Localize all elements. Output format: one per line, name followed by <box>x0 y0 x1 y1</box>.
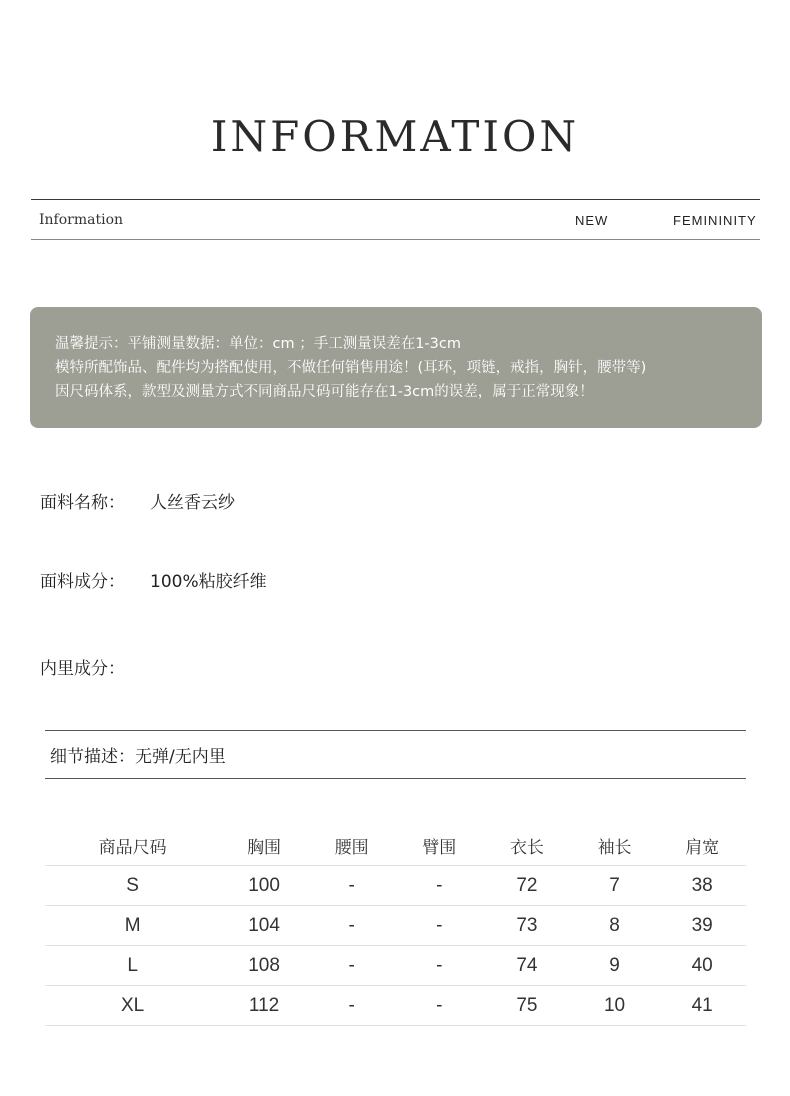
header-arm: 臂围 <box>396 826 484 866</box>
table-cell: - <box>396 986 484 1026</box>
table-cell: 40 <box>658 946 746 986</box>
table-cell: 112 <box>220 986 308 1026</box>
table-row <box>45 946 746 986</box>
table-cell: L <box>45 946 220 986</box>
fabric-name-row <box>40 488 235 513</box>
detail-value: 无弹/无内里 <box>135 747 226 767</box>
table-cell: 72 <box>483 866 571 906</box>
fabric-composition-row <box>40 567 267 592</box>
table-cell: - <box>396 906 484 946</box>
table-cell: 104 <box>220 906 308 946</box>
table-cell: S <box>45 866 220 906</box>
fabric-composition-label: 面料成分： <box>40 572 125 592</box>
banner-femininity-label: FEMININITY <box>673 213 757 228</box>
fabric-name-value: 人丝香云纱 <box>150 493 235 513</box>
table-cell: 108 <box>220 946 308 986</box>
notice-line: 温馨提示：平铺测量数据：单位：cm ；手工测量误差在1-3cm <box>55 336 461 352</box>
detail-description-row <box>45 730 746 779</box>
table-row <box>45 906 746 946</box>
fabric-name-label: 面料名称： <box>40 493 125 513</box>
table-cell: 74 <box>483 946 571 986</box>
table-cell: - <box>308 866 396 906</box>
table-cell: 8 <box>571 906 659 946</box>
notice-line: 模特所配饰品、配件均为搭配使用，不做任何销售用途！(耳环，项链，戒指，胸针，腰带等) <box>55 360 647 376</box>
lining-composition-row <box>40 654 150 679</box>
table-cell: - <box>308 906 396 946</box>
table-cell: - <box>308 986 396 1026</box>
table-cell: 38 <box>658 866 746 906</box>
header-sleeve: 袖长 <box>571 826 659 866</box>
table-cell: 9 <box>571 946 659 986</box>
header-size: 商品尺码 <box>45 826 220 866</box>
table-cell: XL <box>45 986 220 1026</box>
table-header-row <box>45 826 746 866</box>
table-cell: - <box>396 946 484 986</box>
header-length: 衣长 <box>483 826 571 866</box>
table-row <box>45 986 746 1026</box>
table-cell: - <box>396 866 484 906</box>
size-chart-table <box>45 826 746 1026</box>
table-cell: 39 <box>658 906 746 946</box>
lining-composition-label: 内里成分： <box>40 659 125 679</box>
detail-label: 细节描述： <box>50 747 135 767</box>
table-cell: 73 <box>483 906 571 946</box>
banner-top-divider <box>31 199 760 200</box>
table-cell: 41 <box>658 986 746 1026</box>
table-row <box>45 866 746 906</box>
table-cell: - <box>308 946 396 986</box>
table-cell: 10 <box>571 986 659 1026</box>
table-cell: 75 <box>483 986 571 1026</box>
header-bust: 胸围 <box>220 826 308 866</box>
table-cell: M <box>45 906 220 946</box>
page-title: INFORMATION <box>210 112 580 161</box>
measurement-notice <box>30 307 762 428</box>
notice-line: 因尺码体系，款型及测量方式不同商品尺码可能存在1-3cm的误差，属于正常现象！ <box>55 384 594 400</box>
banner-information-label: Information <box>39 212 124 228</box>
banner-new-label: NEW <box>575 213 609 228</box>
table-cell: 100 <box>220 866 308 906</box>
banner-bottom-divider <box>31 239 760 240</box>
header-waist: 腰围 <box>308 826 396 866</box>
header-shoulder: 肩宽 <box>658 826 746 866</box>
table-cell: 7 <box>571 866 659 906</box>
fabric-composition-value: 100%粘胶纤维 <box>150 572 267 592</box>
